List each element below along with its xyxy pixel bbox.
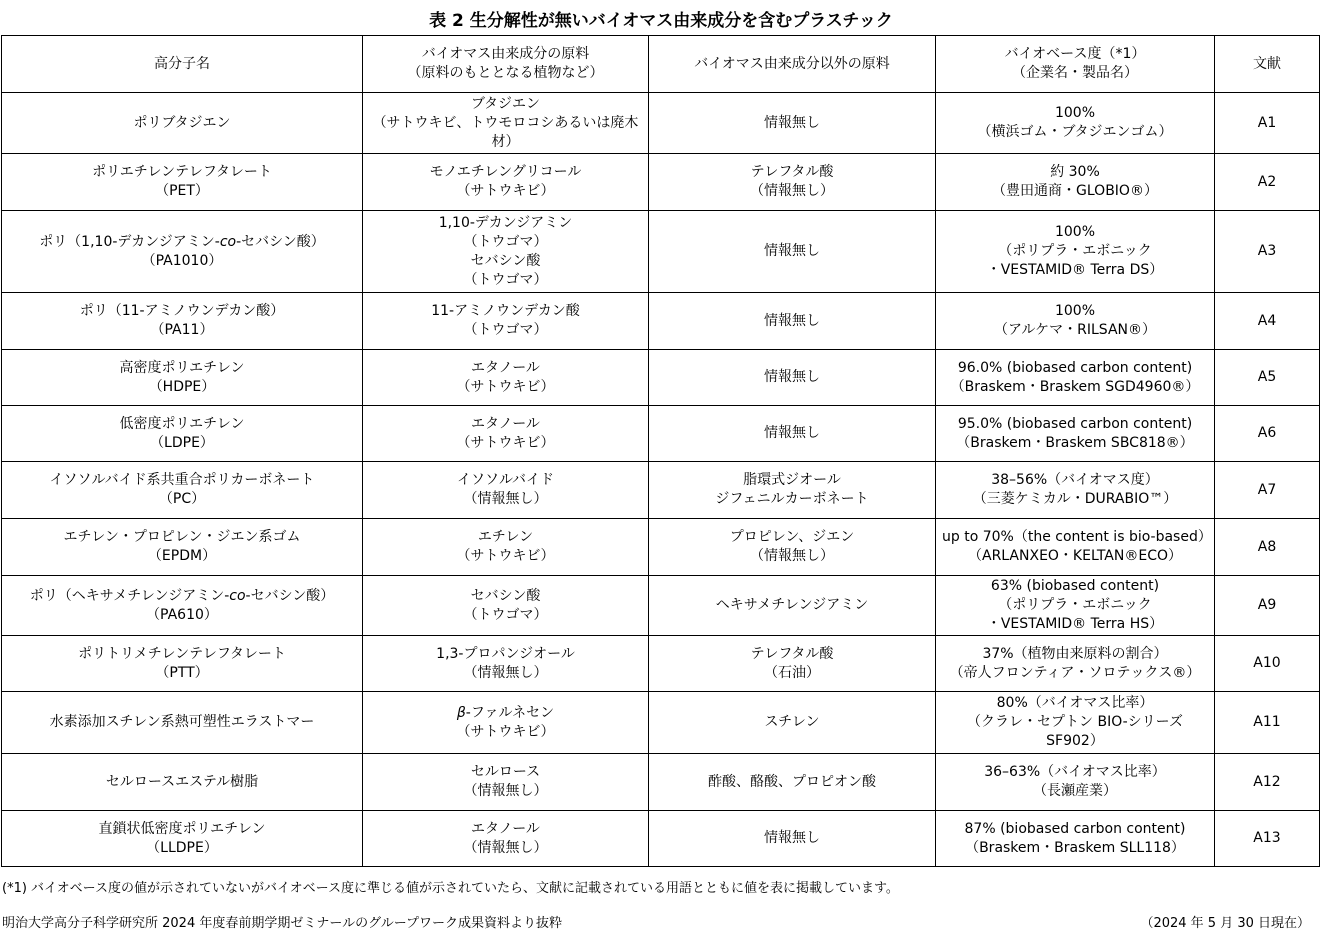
cell-line: ポリ（11-アミノウンデカン酸） xyxy=(79,303,285,319)
cell-line: 87% (biobased carbon content) xyxy=(964,820,1186,837)
cell-line: 材） xyxy=(491,133,520,150)
cell-polymer-name xyxy=(2,519,363,576)
cell-line: （情報無し） xyxy=(463,783,548,799)
footnote: (*1) バイオベース度の値が示されていないがバイオベース度に準じる値が示されていたら、文献に記載されている用語とともに値を表に掲載しています。 xyxy=(2,881,899,896)
cell-line: ジフェニルカーボネート xyxy=(715,491,869,507)
cell-other-source xyxy=(649,692,936,754)
cell-line: 100% xyxy=(1054,303,1096,319)
cell-line: エチレン xyxy=(477,529,534,545)
cell-line: （Braskem・Braskem SLL118） xyxy=(965,839,1185,856)
cell-biobase xyxy=(936,692,1215,754)
table-row xyxy=(2,636,1320,692)
cell-reference: A4 xyxy=(1215,293,1320,350)
cell-line: エタノール xyxy=(471,820,540,837)
table-row xyxy=(2,692,1320,754)
cell-other-source xyxy=(649,350,936,406)
cell-line: （PA610） xyxy=(146,606,218,623)
cell-reference: A7 xyxy=(1215,462,1320,519)
cell-line: 36–63%（バイオマス比率） xyxy=(984,764,1166,780)
header-biobase xyxy=(936,36,1215,93)
table-row xyxy=(2,519,1320,576)
cell-other-source xyxy=(649,811,936,867)
cell-line: セバシン酸 xyxy=(470,587,541,604)
cell-other-source xyxy=(649,636,936,692)
table-title: 表 2 生分解性が無いバイオマス由来成分を含むプラスチック xyxy=(429,11,893,31)
cell-line: 100% xyxy=(1054,224,1096,240)
cell-other-source xyxy=(649,93,936,154)
cell-line: 情報無し xyxy=(764,312,820,329)
cell-line: テレフタル酸 xyxy=(750,645,834,662)
cell-line: （情報無し） xyxy=(463,839,548,856)
header-bio-source xyxy=(363,36,649,93)
table-row xyxy=(2,754,1320,811)
cell-bio-source xyxy=(363,211,649,293)
cell-line: 情報無し xyxy=(764,243,820,259)
cell-line: 脂環式ジオール xyxy=(743,472,841,488)
cell-line: 80%（バイオマス比率） xyxy=(996,695,1154,711)
table-row xyxy=(2,406,1320,462)
cell-line: （トウゴマ） xyxy=(463,322,548,338)
cell-line: 約 30% xyxy=(1050,164,1100,180)
cell-line: 1,10-デカンジアミン xyxy=(438,214,573,231)
cell-line: （長瀬産業） xyxy=(1033,783,1117,799)
cell-other-source xyxy=(649,211,936,293)
cell-biobase xyxy=(936,293,1215,350)
cell-line: エチレン・プロピレン・ジエン系ゴム xyxy=(63,529,301,545)
cell-line: （クラレ・セプトン BIO-シリーズ xyxy=(967,714,1183,730)
cell-bio-source xyxy=(363,636,649,692)
cell-biobase xyxy=(936,211,1215,293)
cell-line: （情報無し） xyxy=(750,183,834,199)
cell-bio-source xyxy=(363,350,649,406)
header-polymer-name xyxy=(2,36,363,93)
cell-line: （情報無し） xyxy=(750,548,834,564)
cell-line: セルロースエステル樹脂 xyxy=(105,773,259,790)
cell-polymer-name xyxy=(2,754,363,811)
cell-other-source xyxy=(649,462,936,519)
cell-line: 直鎖状低密度ポリエチレン xyxy=(98,820,266,837)
cell-line: ポリブタジエン xyxy=(133,114,231,131)
cell-bio-source xyxy=(363,754,649,811)
cell-bio-source xyxy=(363,692,649,754)
cell-line: ・VESTAMID® Terra HS） xyxy=(986,616,1164,632)
cell-line: 高密度ポリエチレン xyxy=(119,359,245,376)
cell-line: バイオマス由来成分の原料 xyxy=(421,46,590,62)
cell-line: プロピレン、ジエン xyxy=(729,529,855,545)
cell-line: 情報無し xyxy=(764,114,820,131)
cell-biobase xyxy=(936,636,1215,692)
cell-bio-source xyxy=(363,519,649,576)
table-row xyxy=(2,154,1320,211)
cell-line: （PA11） xyxy=(150,322,214,338)
cell-line: （PC） xyxy=(158,491,206,507)
cell-polymer-name xyxy=(2,154,363,211)
cell-line: ポリ（ヘキサメチレンジアミン-co-セバシン酸） xyxy=(29,587,335,604)
cell-line: ブタジエン xyxy=(470,95,541,112)
bioplastics-table xyxy=(1,35,1320,867)
cell-other-source xyxy=(649,754,936,811)
header-row xyxy=(2,36,1320,93)
cell-line: （Braskem・Braskem SGD4960®） xyxy=(950,378,1200,395)
cell-reference: A2 xyxy=(1215,154,1320,211)
cell-reference: A6 xyxy=(1215,406,1320,462)
cell-line: SF902） xyxy=(1046,733,1104,749)
cell-polymer-name xyxy=(2,576,363,636)
cell-biobase xyxy=(936,93,1215,154)
cell-bio-source xyxy=(363,154,649,211)
cell-reference: A1 xyxy=(1215,93,1320,154)
cell-polymer-name xyxy=(2,406,363,462)
cell-line: （Braskem・Braskem SBC818®） xyxy=(956,434,1194,451)
cell-line: （ARLANXEO・KELTAN®ECO） xyxy=(968,548,1182,564)
cell-reference: A8 xyxy=(1215,519,1320,576)
cell-line: 低密度ポリエチレン xyxy=(119,415,245,432)
cell-other-source xyxy=(649,519,936,576)
cell-bio-source xyxy=(363,811,649,867)
cell-reference: A13 xyxy=(1215,811,1320,867)
cell-line: 100% xyxy=(1054,105,1096,121)
table-row xyxy=(2,350,1320,406)
cell-line: セルロース xyxy=(470,764,541,780)
cell-polymer-name xyxy=(2,93,363,154)
cell-line: 酢酸、酪酸、プロピオン酸 xyxy=(708,773,876,790)
cell-line: イソソルバイド系共重合ポリカーボネート xyxy=(49,472,315,488)
table-row xyxy=(2,811,1320,867)
cell-other-source xyxy=(649,154,936,211)
cell-biobase xyxy=(936,754,1215,811)
cell-line: （PTT） xyxy=(155,664,209,681)
cell-biobase xyxy=(936,462,1215,519)
table-row xyxy=(2,93,1320,154)
cell-line: 11-アミノウンデカン酸 xyxy=(431,303,580,319)
cell-line: ポリ（1,10-デカンジアミン-co-セバシン酸） xyxy=(39,233,325,250)
cell-line: 37%（植物由来原料の割合） xyxy=(982,645,1168,662)
cell-line: エタノール xyxy=(471,415,540,432)
cell-bio-source xyxy=(363,576,649,636)
cell-line: 38–56%（バイオマス度） xyxy=(991,472,1159,488)
cell-line: （サトウキビ） xyxy=(456,723,555,740)
cell-line: （PA1010） xyxy=(141,252,223,269)
cell-reference: A3 xyxy=(1215,211,1320,293)
cell-reference: A10 xyxy=(1215,636,1320,692)
cell-line: （サトウキビ） xyxy=(456,183,555,199)
cell-line: モノエチレングリコール xyxy=(429,164,582,180)
cell-line: イソソルバイド xyxy=(456,472,555,488)
cell-line: 情報無し xyxy=(764,830,820,846)
cell-line: 情報無し xyxy=(764,369,820,385)
cell-line: （ポリプラ・エボニック xyxy=(998,243,1152,259)
cell-line: ポリトリメチレンテレフタレート xyxy=(78,645,286,662)
cell-line: ヘキサメチレンジアミン xyxy=(715,597,869,613)
cell-line: ポリエチレンテレフタレート xyxy=(92,164,272,180)
cell-polymer-name xyxy=(2,811,363,867)
cell-line: （石油） xyxy=(764,664,820,681)
cell-line: （サトウキビ、トウモロコシあるいは廃木 xyxy=(372,114,639,131)
cell-line: バイオベース度（*1） xyxy=(1004,46,1146,62)
cell-biobase xyxy=(936,154,1215,211)
cell-line: （PET） xyxy=(155,183,209,199)
cell-line: （LLDPE） xyxy=(146,839,218,856)
cell-line: エタノール xyxy=(471,359,540,376)
table-row xyxy=(2,211,1320,293)
header-reference xyxy=(1215,36,1320,93)
cell-bio-source xyxy=(363,406,649,462)
cell-line: （LDPE） xyxy=(150,434,214,451)
cell-other-source xyxy=(649,293,936,350)
cell-line: （企業名・製品名） xyxy=(1012,65,1138,81)
cell-biobase xyxy=(936,576,1215,636)
cell-line: （トウゴマ） xyxy=(463,271,548,288)
cell-line: 文献 xyxy=(1253,55,1281,72)
header-other-source xyxy=(649,36,936,93)
cell-line: （サトウキビ） xyxy=(456,378,555,395)
cell-bio-source xyxy=(363,293,649,350)
cell-polymer-name xyxy=(2,211,363,293)
cell-line: （サトウキビ） xyxy=(456,548,555,564)
cell-line: バイオマス由来成分以外の原料 xyxy=(694,55,890,72)
cell-line: スチレン xyxy=(764,714,820,730)
cell-polymer-name xyxy=(2,462,363,519)
cell-line: （三菱ケミカル・DURABIO™） xyxy=(972,491,1178,507)
cell-line: （豊田通商・GLOBIO®） xyxy=(992,183,1158,199)
cell-reference: A9 xyxy=(1215,576,1320,636)
cell-line: up to 70%（the content is bio-based） xyxy=(942,529,1212,545)
cell-line: （アルケマ・RILSAN®） xyxy=(993,322,1156,338)
cell-reference: A12 xyxy=(1215,754,1320,811)
cell-line: （トウゴマ） xyxy=(463,233,548,250)
cell-biobase xyxy=(936,350,1215,406)
cell-line: （EPDM） xyxy=(147,548,217,564)
cell-line: 95.0% (biobased carbon content) xyxy=(957,415,1193,432)
table-row xyxy=(2,293,1320,350)
cell-line: （ポリプラ・エボニック xyxy=(998,597,1152,613)
cell-line: 96.0% (biobased carbon content) xyxy=(957,359,1193,376)
cell-line: テレフタル酸 xyxy=(750,164,834,180)
table-row xyxy=(2,462,1320,519)
cell-line: （情報無し） xyxy=(463,491,548,507)
cell-bio-source xyxy=(363,93,649,154)
cell-bio-source xyxy=(363,462,649,519)
cell-line: β-ファルネセン xyxy=(456,704,555,721)
table-row xyxy=(2,576,1320,636)
cell-polymer-name xyxy=(2,293,363,350)
cell-line: ・VESTAMID® Terra DS） xyxy=(986,262,1164,278)
cell-biobase xyxy=(936,406,1215,462)
cell-line: セバシン酸 xyxy=(470,252,541,269)
cell-line: 63% (biobased content) xyxy=(990,578,1160,594)
cell-line: （トウゴマ） xyxy=(463,606,548,623)
cell-line: （原料のもととなる植物など） xyxy=(407,65,604,81)
source-note: 明治大学高分子科学研究所 2024 年度春前期学期ゼミナールのグループワーク成果資料より抜粋 xyxy=(2,916,563,931)
cell-line: （HDPE） xyxy=(148,378,216,395)
cell-biobase xyxy=(936,811,1215,867)
cell-line: 高分子名 xyxy=(154,55,210,72)
cell-other-source xyxy=(649,576,936,636)
cell-other-source xyxy=(649,406,936,462)
cell-line: （横浜ゴム・ブタジエンゴム） xyxy=(977,124,1173,140)
cell-line: 1,3-プロパンジオール xyxy=(436,645,575,662)
as-of-date: （2024 年 5 月 30 日現在） xyxy=(1140,916,1310,931)
cell-reference: A5 xyxy=(1215,350,1320,406)
cell-line: （帝人フロンティア・ソロテックス®） xyxy=(949,664,1201,681)
cell-line: （サトウキビ） xyxy=(456,434,555,451)
cell-line: 水素添加スチレン系熱可塑性エラストマー xyxy=(49,714,315,730)
cell-line: 情報無し xyxy=(764,425,820,441)
cell-polymer-name xyxy=(2,636,363,692)
cell-reference: A11 xyxy=(1215,692,1320,754)
cell-biobase xyxy=(936,519,1215,576)
cell-polymer-name xyxy=(2,692,363,754)
cell-line: （情報無し） xyxy=(463,664,548,681)
cell-polymer-name xyxy=(2,350,363,406)
